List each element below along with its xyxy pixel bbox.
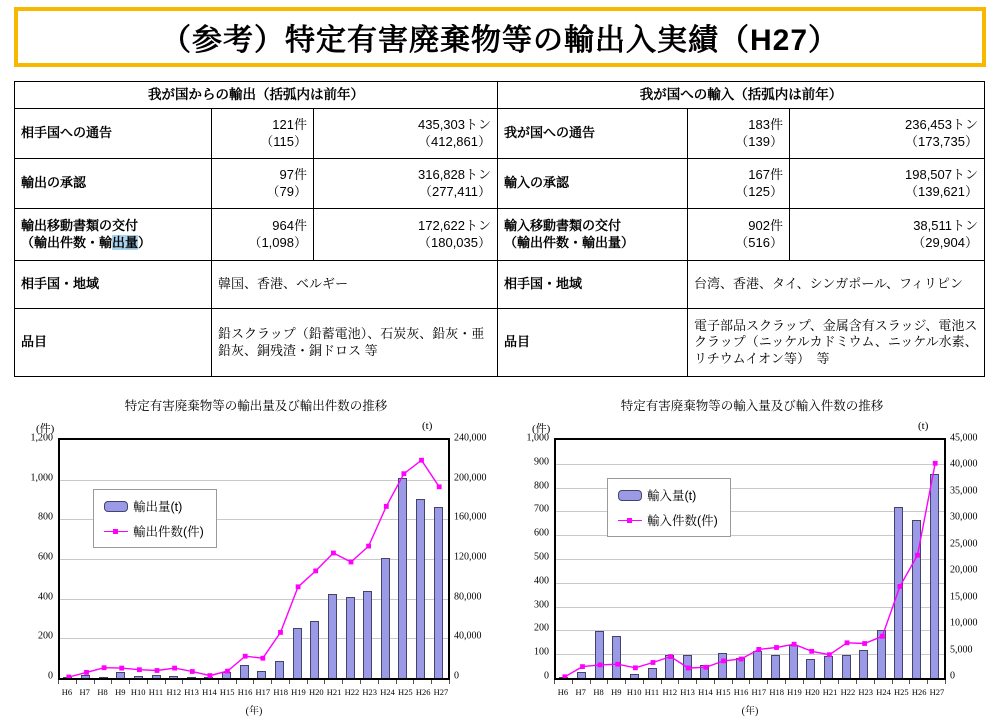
x-tick-label: H21 (326, 687, 342, 697)
export-partners-label: 相手国・地域 (15, 261, 212, 309)
import-items-value: 電子部品スクラップ、金属含有スラッジ、電池スクラップ（ニッケルカドミウム、ニッケル水素、リチウムイオン等） 等 (688, 309, 985, 377)
right-tick-label: 40,000 (454, 630, 482, 642)
line-series (556, 440, 944, 678)
export-row-notification-label: 相手国への通告 (15, 109, 212, 159)
left-tick-label: 1,000 (526, 432, 549, 444)
legend-item-line: 輸入件数(件) (618, 511, 718, 529)
line-series (60, 440, 448, 678)
x-tick-label: H14 (202, 687, 217, 697)
legend-item-bar: 輸入量(t) (618, 486, 718, 504)
x-tick-label: H27 (929, 687, 945, 697)
left-axis-unit: (件) (532, 423, 551, 435)
x-tick-label: H13 (184, 687, 199, 697)
export-trend-chart (10, 390, 502, 720)
right-tick-label: 25,000 (950, 538, 978, 550)
right-tick-label: 240,000 (454, 432, 487, 444)
x-tick-label: H11 (148, 687, 164, 697)
import-documents-count: 902件 （516） (688, 209, 790, 261)
x-tick-label: H9 (115, 687, 126, 697)
right-tick-label: 40,000 (950, 458, 978, 470)
x-tick-label: H26 (415, 687, 431, 697)
x-tick-label: H7 (79, 687, 90, 697)
x-tick-label: H19 (291, 687, 306, 697)
x-tick-label: H22 (344, 687, 360, 697)
x-axis-tick-marks (58, 680, 450, 684)
import-row-documents-label: 輸入移動書類の交付 （輸出件数・輸出量） (498, 209, 688, 261)
x-tick-label: H12 (166, 687, 182, 697)
left-axis-unit: (件) (36, 423, 55, 435)
x-tick-label: H16 (733, 687, 749, 697)
legend-item-line: 輸出件数(件) (104, 522, 204, 540)
left-axis-ticks (506, 432, 549, 682)
left-tick-label: 500 (534, 551, 549, 563)
right-tick-label: 45,000 (950, 432, 978, 444)
import-section-header: 我が国への輸入（括弧内は前年） (498, 82, 985, 109)
export-section-header: 我が国からの輸出（括弧内は前年） (15, 82, 498, 109)
left-axis-ticks (10, 432, 53, 682)
x-tick-label: H21 (822, 687, 838, 697)
import-notification-count: 183件 （139） (688, 109, 790, 159)
right-axis-unit: (t) (422, 420, 433, 432)
export-approval-count: 97件 （79） (212, 159, 314, 209)
x-tick-label: H20 (308, 687, 324, 697)
right-axis-ticks (950, 432, 998, 682)
legend (607, 478, 731, 537)
import-approval-count: 167件 （125） (688, 159, 790, 209)
export-documents-amount: 172,622トン （180,035） (314, 209, 498, 261)
x-tick-label: H25 (894, 687, 909, 697)
import-row-notification-label: 我が国への通告 (498, 109, 688, 159)
x-tick-label: H24 (380, 687, 395, 697)
right-tick-label: 15,000 (950, 591, 978, 603)
left-tick-label: 400 (534, 575, 549, 587)
x-tick-label: H13 (680, 687, 695, 697)
right-tick-label: 80,000 (454, 591, 482, 603)
right-tick-label: 0 (454, 670, 459, 682)
right-axis-ticks (454, 432, 502, 682)
x-tick-label: H8 (97, 687, 108, 697)
left-tick-label: 900 (534, 456, 549, 468)
x-tick-label: H20 (804, 687, 820, 697)
statistics-table (14, 81, 985, 377)
left-tick-label: 800 (534, 480, 549, 492)
x-tick-label: H24 (876, 687, 891, 697)
export-items-label: 品目 (15, 309, 212, 377)
import-trend-chart (506, 390, 998, 720)
right-tick-label: 30,000 (950, 511, 978, 523)
x-tick-label: H6 (557, 687, 569, 697)
import-partners-label: 相手国・地域 (498, 261, 688, 309)
x-tick-label: H9 (611, 687, 622, 697)
import-documents-amount: 38,511トン （29,904） (790, 209, 985, 261)
export-row-documents-label: 輸出移動書類の交付 （輸出件数・輸出量） (15, 209, 212, 261)
x-axis-labels (58, 687, 450, 697)
left-tick-label: 0 (544, 670, 549, 682)
right-tick-label: 160,000 (454, 511, 487, 523)
left-tick-label: 600 (38, 551, 53, 563)
export-row-approval-label: 輸出の承認 (15, 159, 212, 209)
x-tick-label: H22 (840, 687, 856, 697)
right-axis-unit: (t) (918, 420, 929, 432)
legend-item-bar: 輸出量(t) (104, 497, 204, 515)
left-tick-label: 1,000 (30, 472, 53, 484)
right-tick-label: 0 (950, 670, 955, 682)
left-tick-label: 200 (38, 630, 53, 642)
x-tick-label: H10 (626, 687, 642, 697)
plot-area (554, 438, 946, 680)
x-axis-title: (年) (245, 706, 263, 717)
x-tick-label: H12 (662, 687, 678, 697)
x-tick-label: H23 (858, 687, 874, 697)
x-tick-label: H7 (575, 687, 586, 697)
highlighted-text: 出量 (112, 234, 139, 250)
title-banner (14, 7, 986, 67)
left-tick-label: 600 (534, 527, 549, 539)
x-tick-label: H10 (130, 687, 146, 697)
left-tick-label: 0 (48, 670, 53, 682)
x-tick-label: H11 (644, 687, 660, 697)
bar-swatch-icon (618, 490, 642, 501)
line-swatch-icon (104, 527, 128, 536)
x-tick-label: H19 (787, 687, 802, 697)
right-tick-label: 5,000 (950, 644, 973, 656)
x-axis-tick-marks (554, 680, 946, 684)
right-tick-label: 10,000 (950, 617, 978, 629)
left-tick-label: 400 (38, 591, 53, 603)
x-tick-label: H17 (255, 687, 271, 697)
x-tick-label: H6 (61, 687, 73, 697)
x-tick-label: H14 (698, 687, 713, 697)
x-tick-label: H15 (715, 687, 731, 697)
legend (93, 489, 217, 548)
import-items-label: 品目 (498, 309, 688, 377)
left-tick-label: 700 (534, 503, 549, 515)
plot-area (58, 438, 450, 680)
export-documents-count: 964件 （1,098） (212, 209, 314, 261)
x-tick-label: H15 (219, 687, 235, 697)
x-tick-label: H17 (751, 687, 767, 697)
x-axis-title: (年) (741, 706, 759, 717)
x-tick-label: H23 (362, 687, 378, 697)
x-tick-label: H8 (593, 687, 604, 697)
right-tick-label: 120,000 (454, 551, 487, 563)
x-tick-label: H18 (769, 687, 784, 697)
import-partners-value: 台湾、香港、タイ、シンガポール、フィリピン (688, 261, 985, 309)
import-approval-amount: 198,507トン （139,621） (790, 159, 985, 209)
chart-title: 特定有害廃棄物等の輸出量及び輸出件数の推移 (124, 399, 388, 413)
x-axis-labels (554, 687, 946, 697)
x-tick-label: H27 (433, 687, 449, 697)
x-tick-label: H18 (273, 687, 288, 697)
export-notification-count: 121件 （115） (212, 109, 314, 159)
chart-title: 特定有害廃棄物等の輸入量及び輸入件数の推移 (620, 399, 884, 413)
left-tick-label: 300 (534, 599, 549, 611)
import-notification-amount: 236,453トン （173,735） (790, 109, 985, 159)
export-notification-amount: 435,303トン （412,861） (314, 109, 498, 159)
import-row-approval-label: 輸入の承認 (498, 159, 688, 209)
left-tick-label: 200 (534, 622, 549, 634)
export-partners-value: 韓国、香港、ベルギー (212, 261, 498, 309)
right-tick-label: 20,000 (950, 564, 978, 576)
right-tick-label: 35,000 (950, 485, 978, 497)
left-tick-label: 1,200 (30, 432, 53, 444)
x-tick-label: H26 (911, 687, 927, 697)
right-tick-label: 200,000 (454, 472, 487, 484)
x-tick-label: H16 (237, 687, 253, 697)
x-tick-label: H25 (398, 687, 413, 697)
bar-swatch-icon (104, 501, 128, 512)
page-title: （参考）特定有害廃棄物等の輸出入実績（H27） (160, 24, 840, 57)
line-swatch-icon (618, 516, 642, 525)
export-approval-amount: 316,828トン （277,411） (314, 159, 498, 209)
left-tick-label: 100 (534, 646, 549, 658)
export-items-value: 鉛スクラップ（鉛蓄電池）、石炭灰、鉛灰・亜鉛灰、銅残渣・銅ドロス 等 (212, 309, 498, 377)
left-tick-label: 800 (38, 511, 53, 523)
